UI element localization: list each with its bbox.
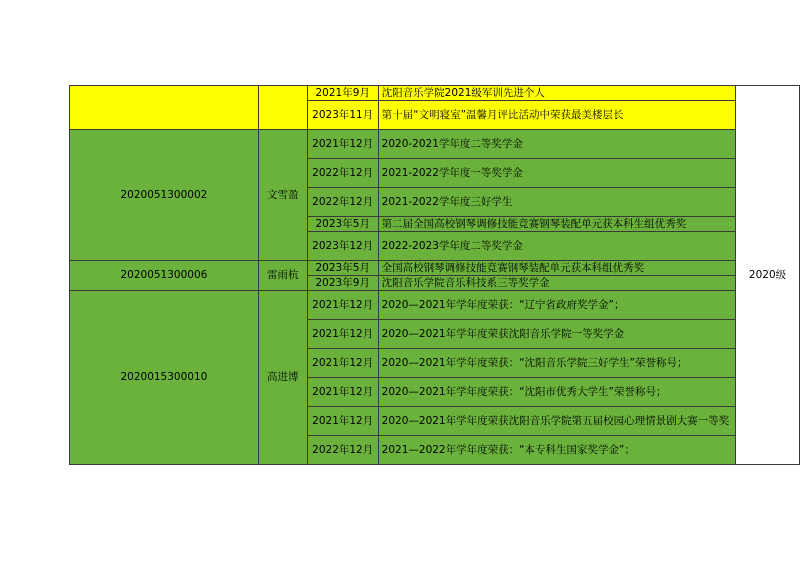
award-table [69, 85, 800, 465]
award-desc-cell: 沈阳音乐学院2021级军训先进个人 [378, 86, 735, 101]
student-id-cell: 2020051300002 [70, 130, 259, 261]
student-name-cell [258, 86, 307, 130]
award-desc-cell: 2021-2022学年度一等奖学金 [378, 159, 735, 188]
student-id-cell: 2020015300010 [70, 291, 259, 465]
award-desc-cell: 2021-2022学年度三好学生 [378, 188, 735, 217]
table-row [70, 86, 800, 101]
table-row [70, 291, 800, 320]
award-date-cell: 2021年9月 [307, 86, 378, 101]
award-date-cell: 2021年12月 [307, 407, 378, 436]
award-date-cell: 2023年5月 [307, 261, 378, 276]
award-date-cell: 2021年12月 [307, 378, 378, 407]
award-desc-cell: 2021—2022年学年度荣获：“本专科生国家奖学金”； [378, 436, 735, 465]
student-name-cell: 文雪盈 [258, 130, 307, 261]
table-row [70, 261, 800, 276]
award-date-cell: 2023年12月 [307, 232, 378, 261]
award-date-cell: 2023年5月 [307, 217, 378, 232]
award-date-cell: 2021年12月 [307, 320, 378, 349]
award-desc-cell: 2020—2021年学年度荣获沈阳音乐学院第五届校园心理情景剧大赛一等奖 [378, 407, 735, 436]
student-id-cell [70, 86, 259, 130]
award-desc-cell: 第二届全国高校钢琴调修技能竞赛钢琴装配单元获本科生组优秀奖 [378, 217, 735, 232]
table-row [70, 130, 800, 159]
award-date-cell: 2021年12月 [307, 130, 378, 159]
award-desc-cell: 2020—2021年学年度荣获：“沈阳音乐学院三好学生”荣誉称号； [378, 349, 735, 378]
award-desc-cell: 2020-2021学年度二等奖学金 [378, 130, 735, 159]
award-date-cell: 2022年12月 [307, 436, 378, 465]
award-date-cell: 2021年12月 [307, 291, 378, 320]
award-desc-cell: 2020—2021年学年度荣获：“辽宁省政府奖学金”； [378, 291, 735, 320]
award-date-cell: 2022年12月 [307, 159, 378, 188]
student-name-cell: 高进博 [258, 291, 307, 465]
award-date-cell: 2023年9月 [307, 276, 378, 291]
award-desc-cell: 2020—2021年学年度荣获沈阳音乐学院一等奖学金 [378, 320, 735, 349]
student-name-cell: 雷雨杭 [258, 261, 307, 291]
award-date-cell: 2023年11月 [307, 101, 378, 130]
award-desc-cell: 沈阳音乐学院音乐科技系三等奖学金 [378, 276, 735, 291]
award-desc-cell: 2022-2023学年度二等奖学金 [378, 232, 735, 261]
award-date-cell: 2021年12月 [307, 349, 378, 378]
award-desc-cell: 第十届“文明寝室”温馨月评比活动中荣获最美楼层长 [378, 101, 735, 130]
award-desc-cell: 全国高校钢琴调修技能竞赛钢琴装配单元获本科组优秀奖 [378, 261, 735, 276]
award-date-cell: 2022年12月 [307, 188, 378, 217]
student-id-cell: 2020051300006 [70, 261, 259, 291]
grade-cell: 2020级 [736, 86, 800, 465]
award-desc-cell: 2020—2021年学年度荣获：“沈阳市优秀大学生”荣誉称号； [378, 378, 735, 407]
